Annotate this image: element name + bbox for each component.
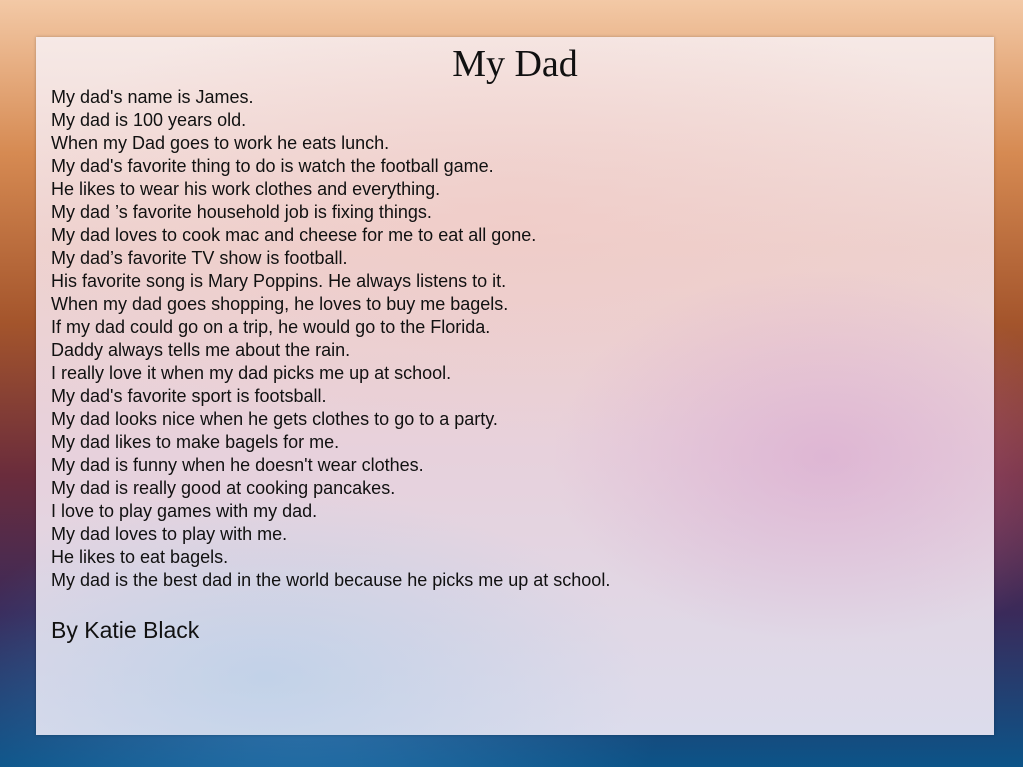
poem-lines	[51, 86, 610, 592]
poem-line: My dad's name is James.	[51, 87, 254, 107]
poem-line: My dad loves to cook mac and cheese for me to eat all gone.	[51, 225, 537, 245]
poem-line: He likes to wear his work clothes and everything.	[51, 179, 441, 199]
poem-line: My dad likes to make bagels for me.	[51, 432, 340, 452]
poem-line: His favorite song is Mary Poppins. He always listens to it.	[51, 271, 507, 291]
poem-line: Daddy always tells me about the rain.	[51, 340, 351, 360]
poem-line: My dad is 100 years old.	[51, 110, 247, 130]
author-byline: By Katie Black	[51, 617, 200, 643]
poem-line: My dad’s favorite TV show is football.	[51, 248, 348, 268]
poem-line: He likes to eat bagels.	[51, 547, 229, 567]
poem-line: If my dad could go on a trip, he would go to the Florida.	[51, 317, 491, 337]
poem-line: When my Dad goes to work he eats lunch.	[51, 133, 390, 153]
poem-line: My dad is funny when he doesn't wear clothes.	[51, 455, 424, 475]
poem-line: I love to play games with my dad.	[51, 501, 318, 521]
slide-title: My Dad	[452, 43, 578, 85]
poem-line: My dad's favorite sport is footsball.	[51, 386, 327, 406]
poem-line: My dad looks nice when he gets clothes to go to a party.	[51, 409, 498, 429]
slide-panel	[36, 37, 994, 735]
poem-line: My dad's favorite thing to do is watch the football game.	[51, 156, 494, 176]
poem-line: My dad is really good at cooking pancakes.	[51, 478, 396, 498]
poem-line: When my dad goes shopping, he loves to buy me bagels.	[51, 294, 509, 314]
poem-line: My dad is the best dad in the world because he picks me up at school.	[51, 570, 611, 590]
poem-line: I really love it when my dad picks me up at school.	[51, 363, 452, 383]
poem-line: My dad ’s favorite household job is fixing things.	[51, 202, 432, 222]
poem-line: My dad loves to play with me.	[51, 524, 288, 544]
